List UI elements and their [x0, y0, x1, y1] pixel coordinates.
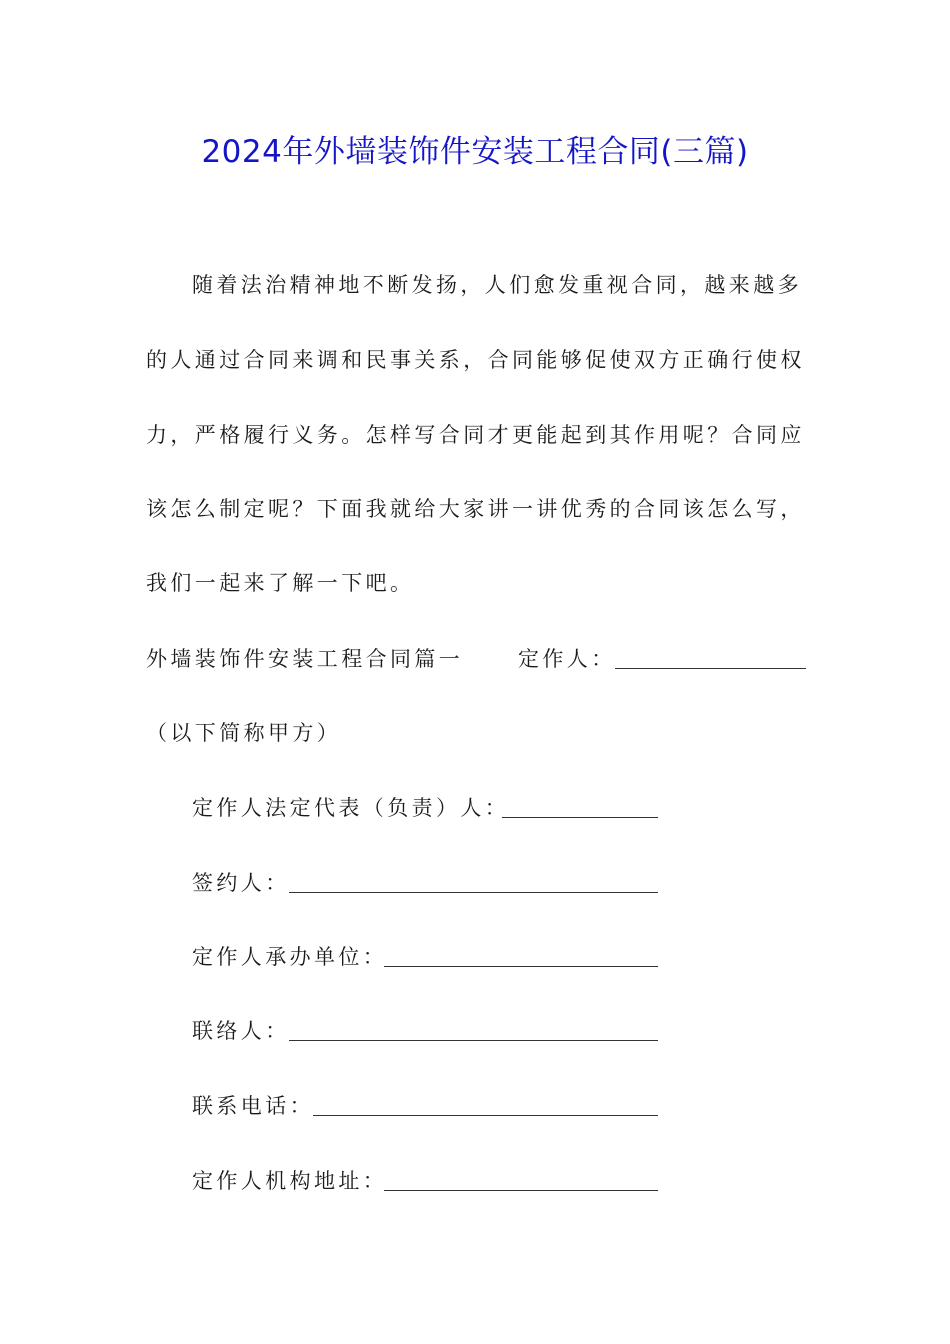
- field-label: 定作人机构地址：: [192, 1169, 388, 1193]
- field-label: 定作人承办单位：: [192, 945, 388, 969]
- party-label: 定作人：: [518, 647, 616, 671]
- intro-line: 该怎么制定呢？下面我就给大家讲一讲优秀的合同该怎么写，: [146, 497, 805, 521]
- field-label: 联络人：: [192, 1019, 290, 1043]
- party-blank[interactable]: [615, 648, 806, 669]
- party-note: （以下简称甲方）: [146, 721, 342, 745]
- intro-line: 力，严格履行义务。怎样写合同才更能起到其作用呢？合同应: [146, 423, 805, 447]
- field-blank[interactable]: [289, 872, 658, 893]
- field-blank[interactable]: [502, 797, 658, 818]
- field-blank[interactable]: [313, 1095, 658, 1116]
- field-label: 签约人：: [192, 871, 290, 895]
- field-blank[interactable]: [384, 946, 658, 967]
- field-blank[interactable]: [289, 1020, 658, 1041]
- field-label: 联系电话：: [192, 1094, 314, 1118]
- intro-line: 我们一起来了解一下吧。: [146, 571, 415, 595]
- intro-line: 随着法治精神地不断发扬，人们愈发重视合同，越来越多: [192, 273, 802, 297]
- section-heading: 外墙装饰件安装工程合同篇一: [146, 647, 464, 671]
- intro-line: 的人通过合同来调和民事关系，合同能够促使双方正确行使权: [146, 348, 805, 372]
- document-title: 2024年外墙装饰件安装工程合同(三篇): [201, 134, 749, 170]
- field-label: 定作人法定代表（负责）人：: [192, 796, 510, 820]
- field-blank[interactable]: [384, 1170, 658, 1191]
